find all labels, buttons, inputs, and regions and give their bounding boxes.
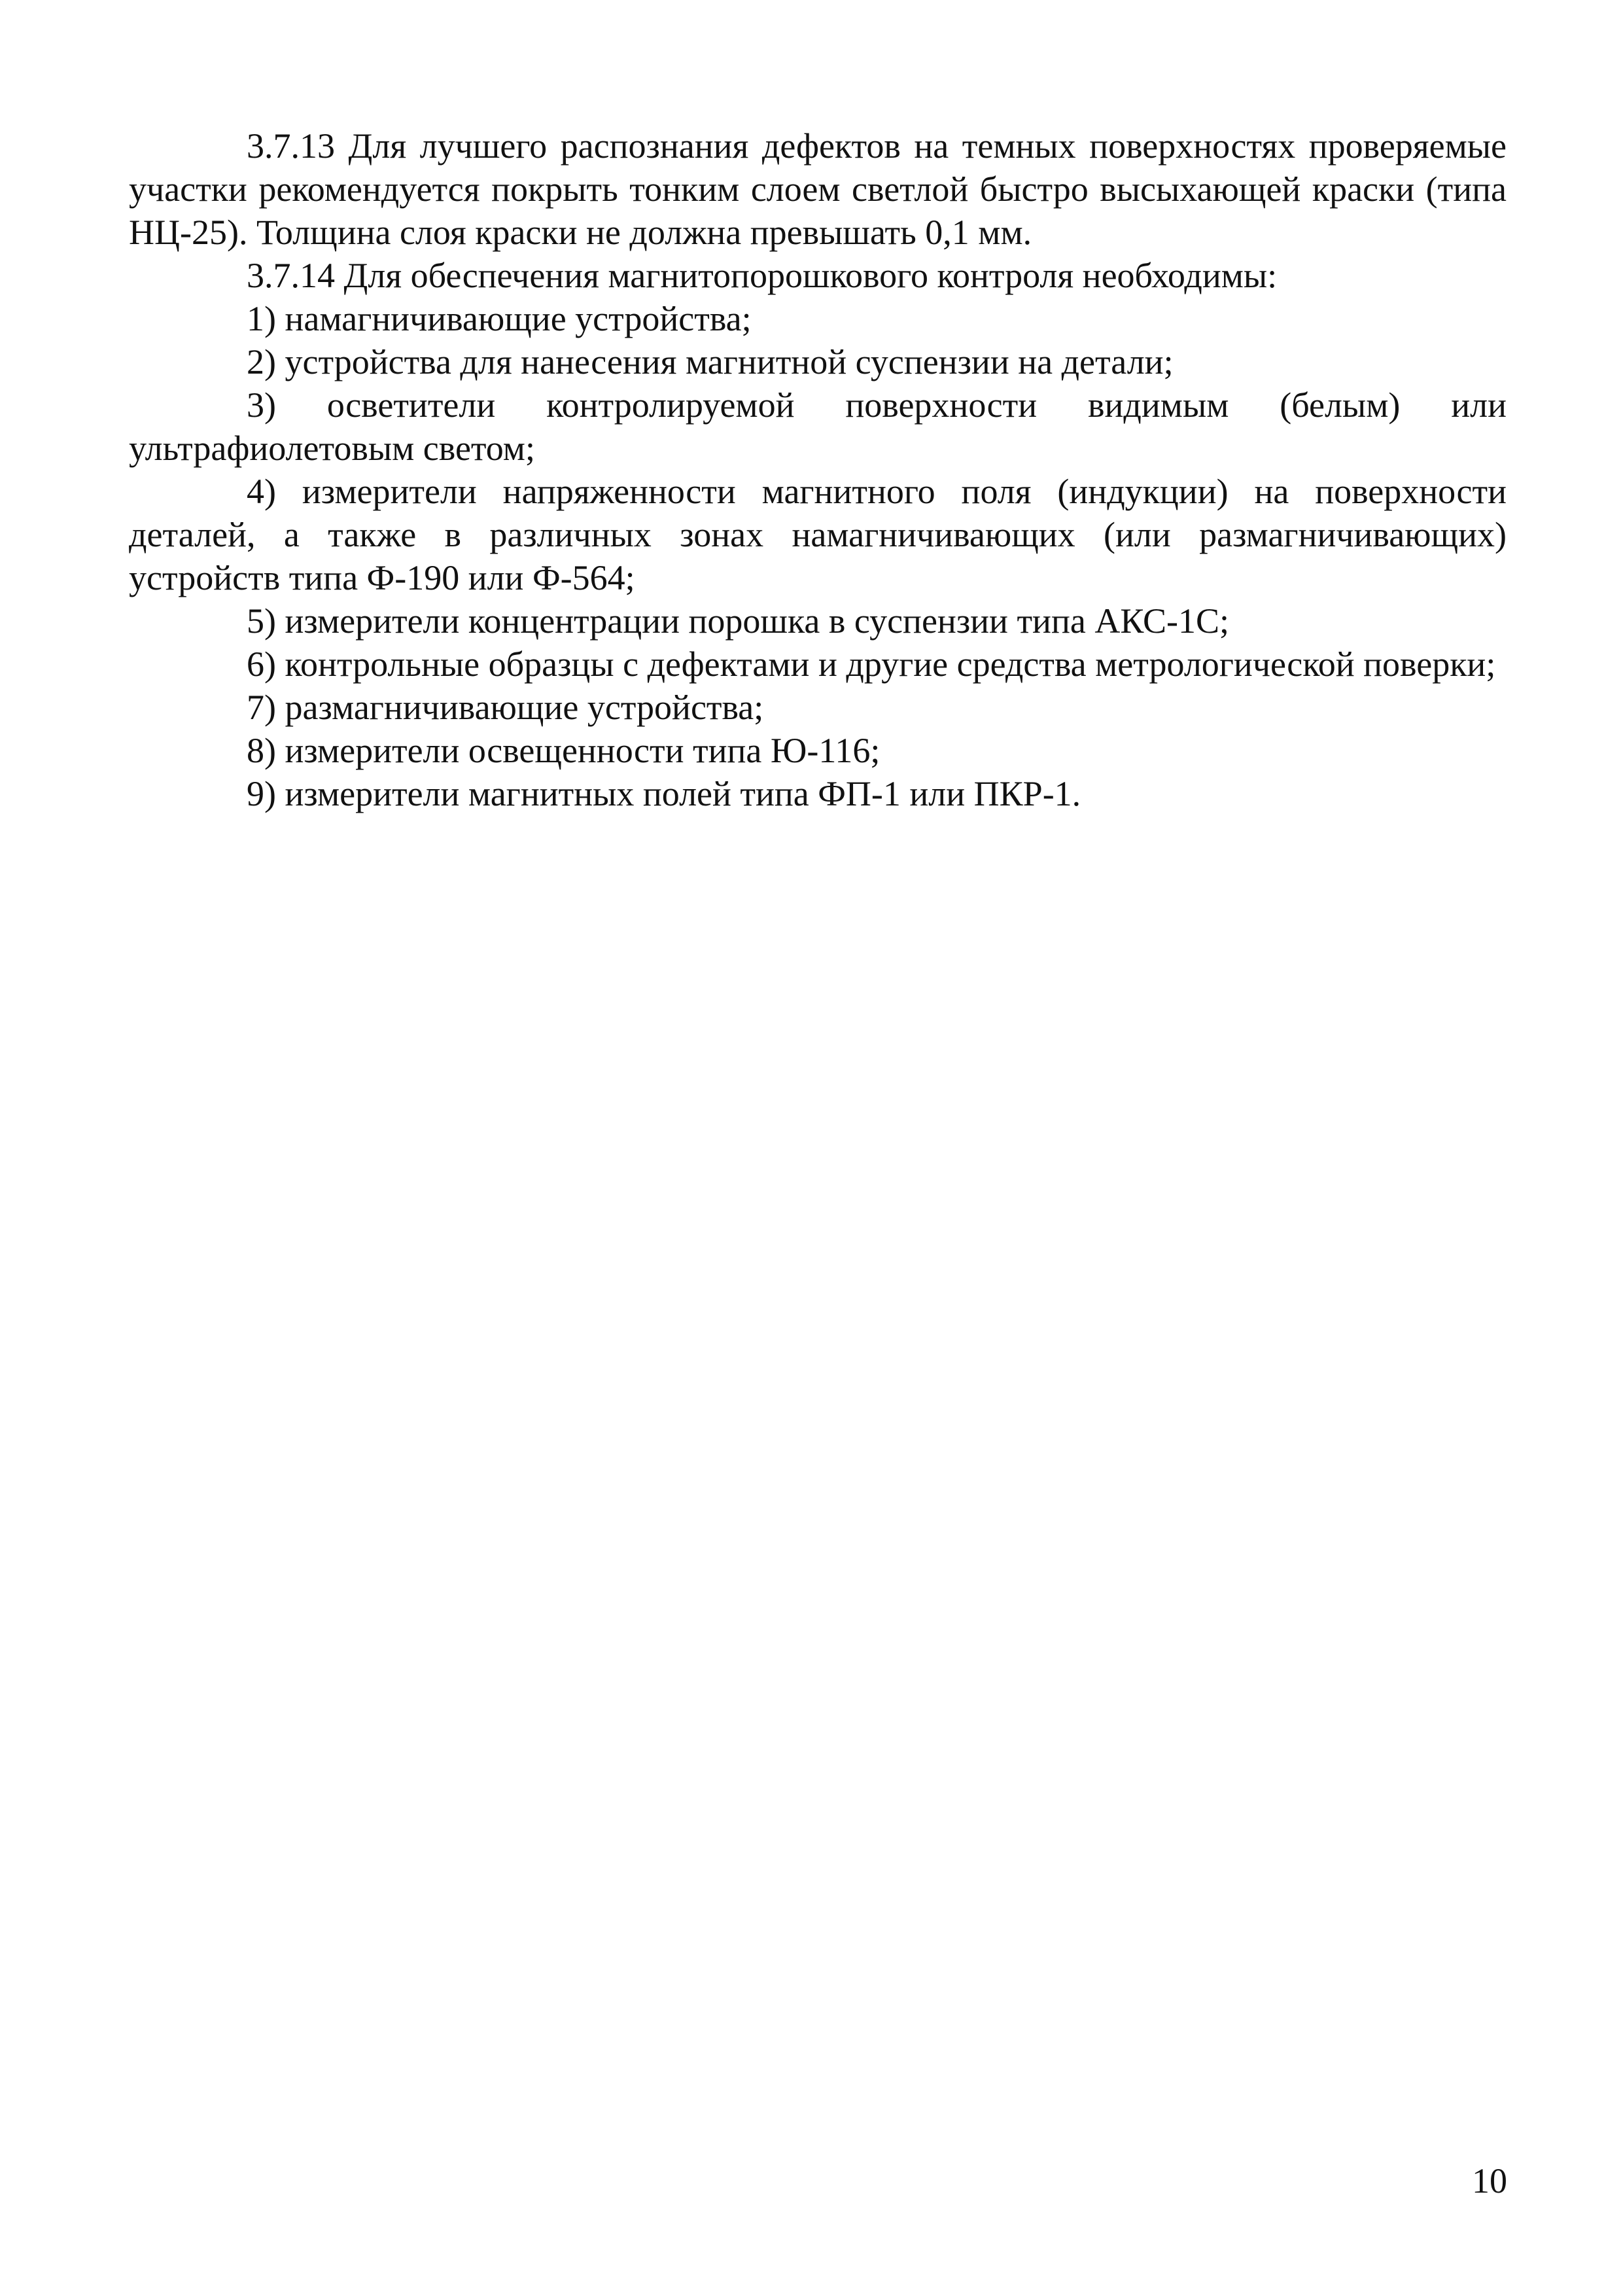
list-item-5: 5) измерители концентрации порошка в суспензии типа АКС-1С; [247, 601, 1230, 641]
list-item-2: 2) устройства для нанесения магнитной суспензии на детали; [247, 342, 1174, 381]
list-item-1: 1) намагничивающие устройства; [247, 299, 752, 338]
body-text [129, 124, 1507, 815]
list-item-7: 7) размагничивающие устройства; [247, 688, 764, 727]
list-item-9: 9) измерители магнитных полей типа ФП-1 или ПКР-1. [247, 774, 1081, 813]
page-number: 10 [1472, 2161, 1507, 2200]
paragraph-3-7-14: 3.7.14 Для обеспечения магнитопорошкового контроля необходимы: [247, 256, 1278, 295]
list-item-8: 8) измерители освещенности типа Ю-116; [247, 731, 881, 770]
list-item-3: 3) осветители контролируемой поверхности видимым (белым) или ультрафиолетовым светом; [129, 385, 1507, 468]
paragraph-3-7-13: 3.7.13 Для лучшего распознания дефектов на темных поверхностях проверяемые участки рекомендуется покрыть тонким слоем светлой быстро высыхающей краски (типа НЦ-25). Толщина слоя краски не должна превышать 0,1 мм. [129, 126, 1507, 252]
list-item-6: 6) контрольные образцы с дефектами и другие средства метрологической поверки; [247, 645, 1496, 684]
list-item-4: 4) измерители напряженности магнитного поля (индукции) на поверхности деталей, а также в различных зонах намагничивающих (или размагничивающих) устройств типа Ф-190 или Ф-564; [129, 472, 1507, 597]
